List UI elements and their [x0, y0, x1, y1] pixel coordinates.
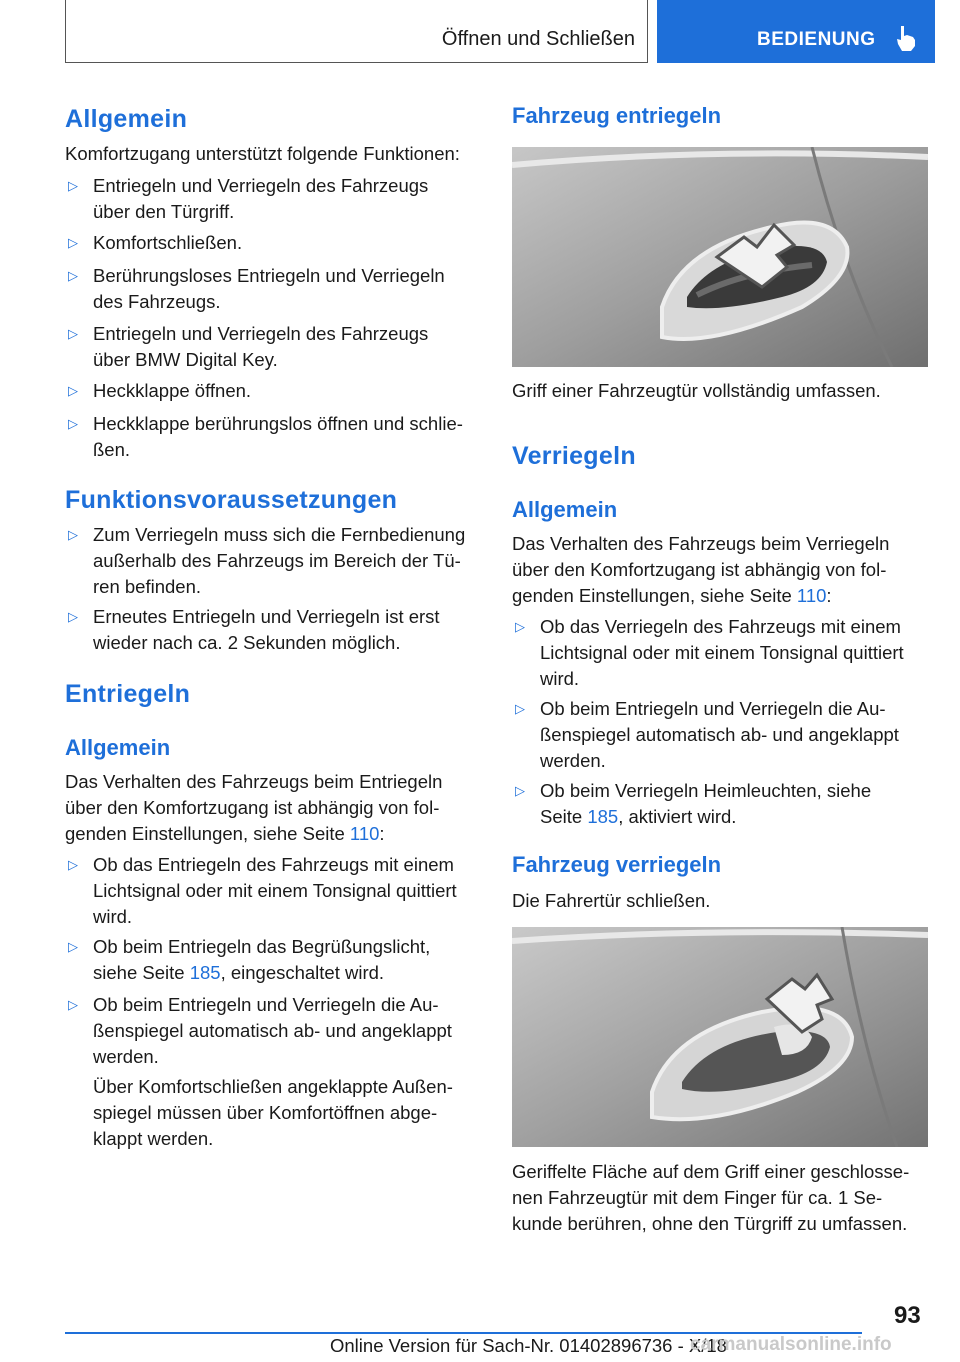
list-item: Entriegeln und Verriegeln des Fahrzeugs über den Türgriff. [93, 175, 429, 222]
list-item: Heckklappe öffnen. [93, 380, 252, 401]
list-item: Ob beim Verriegeln Heimleuchten, siehe Seite 185, aktiviert wird. [540, 780, 872, 827]
heading-verriegeln: Verriegeln [512, 442, 636, 470]
list-item: Zum Verriegeln muss sich die Fernbedienung außerhalb des Fahrzeugs im Bereich der Tü- ren befinden. [93, 524, 466, 597]
bullet-icon: ▷ [68, 268, 78, 283]
page-link[interactable]: 185 [587, 806, 619, 827]
list-item: Ob beim Entriegeln und Verriegeln die Au- ßenspiegel automatisch ab- und angeklappt werden. [540, 698, 899, 771]
list-item: Erneutes Entriegeln und Verriegeln ist erst wieder nach ca. 2 Sekunden möglich. [93, 606, 440, 653]
door-handle-touch-image [512, 927, 928, 1147]
caption-grip: Griff einer Fahrzeugtür vollständig umfassen. [512, 380, 881, 401]
heading-allgemein: Allgemein [65, 105, 188, 133]
heading-fahrzeug-entriegeln: Fahrzeug entriegeln [512, 103, 722, 128]
bullet-icon: ▷ [68, 997, 78, 1012]
header-section-box [65, 0, 648, 63]
page-link[interactable]: 110 [796, 585, 827, 606]
list-item: Ob das Verriegeln des Fahrzeugs mit einem Lichtsignal oder mit einem Tonsignal quittiert wird. [540, 616, 904, 689]
bullet-icon: ▷ [515, 619, 525, 634]
bullet-icon: ▷ [68, 383, 78, 398]
bullet-icon: ▷ [68, 326, 78, 341]
paragraph-verriegeln: Das Verhalten des Fahrzeugs beim Verriegeln über den Komfortzugang ist abhängig von fol- genden Einstellungen, siehe Seite 110: [512, 533, 890, 606]
bullet-icon: ▷ [515, 701, 525, 716]
heading-funktionsvoraussetzungen: Funktionsvoraussetzungen [65, 486, 398, 514]
bullet-icon: ▷ [68, 416, 78, 431]
bullet-icon: ▷ [68, 939, 78, 954]
bullet-icon: ▷ [68, 857, 78, 872]
header-chapter-title: BEDIENUNG [757, 29, 876, 50]
list-item: Heckklappe berührungslos öffnen und schlie- ßen. [93, 413, 463, 460]
header-chapter-tab [657, 0, 935, 63]
watermark: carmanualsonline.info [690, 1334, 892, 1355]
page-link[interactable]: 110 [349, 823, 380, 844]
heading-entriegeln: Entriegeln [65, 680, 191, 708]
page-number: 93 [894, 1302, 921, 1329]
list-item: Ob beim Entriegeln das Begrüßungslicht, siehe Seite 185, eingeschaltet wird. [93, 936, 431, 983]
list-item: Entriegeln und Verriegeln des Fahrzeugs über BMW Digital Key. [93, 323, 429, 370]
header-section-title: Öffnen und Schließen [441, 28, 635, 50]
list-item: Berührungsloses Entriegeln und Verriegeln des Fahrzeugs. [93, 265, 445, 312]
page-link[interactable]: 185 [189, 962, 221, 983]
intro-text: Komfortzugang unterstützt folgende Funktionen: [65, 143, 460, 164]
heading-fahrzeug-verriegeln: Fahrzeug verriegeln [512, 852, 722, 877]
bullet-icon: ▷ [68, 527, 78, 542]
footer-online-version: Online Version für Sach-Nr. 01402896736 - X/18 [330, 1335, 727, 1356]
list-item: Ob beim Entriegeln und Verriegeln die Au- ßenspiegel automatisch ab- und angeklappt werden. [93, 994, 452, 1067]
paragraph-fahrertuer: Die Fahrertür schließen. [512, 890, 711, 911]
bullet-icon: ▷ [515, 783, 525, 798]
paragraph-entriegeln: Das Verhalten des Fahrzeugs beim Entriegeln über den Komfortzugang ist abhängig von fol- genden Einstellungen, siehe Seite 110: [65, 771, 443, 844]
door-handle-grip-image [512, 147, 928, 367]
bullet-icon: ▷ [68, 235, 78, 250]
list-item-note: Über Komfortschließen angeklappte Außen- spiegel müssen über Komfortöffnen abge- klappt werden. [93, 1076, 453, 1149]
pointing-hand-icon [895, 24, 917, 52]
subheading-allgemein: Allgemein [512, 497, 618, 522]
list-item: Komfortschließen. [93, 232, 243, 253]
bullet-icon: ▷ [68, 178, 78, 193]
list-item: Ob das Entriegeln des Fahrzeugs mit einem Lichtsignal oder mit einem Tonsignal quittiert wird. [93, 854, 457, 927]
subheading-allgemein: Allgemein [65, 735, 171, 760]
bullet-icon: ▷ [68, 609, 78, 624]
caption-touch: Geriffelte Fläche auf dem Griff einer geschlosse- nen Fahrzeugtür mit dem Finger für ca. 1 Se- kunde berühren, ohne den Türgriff zu umfassen. [512, 1161, 910, 1234]
